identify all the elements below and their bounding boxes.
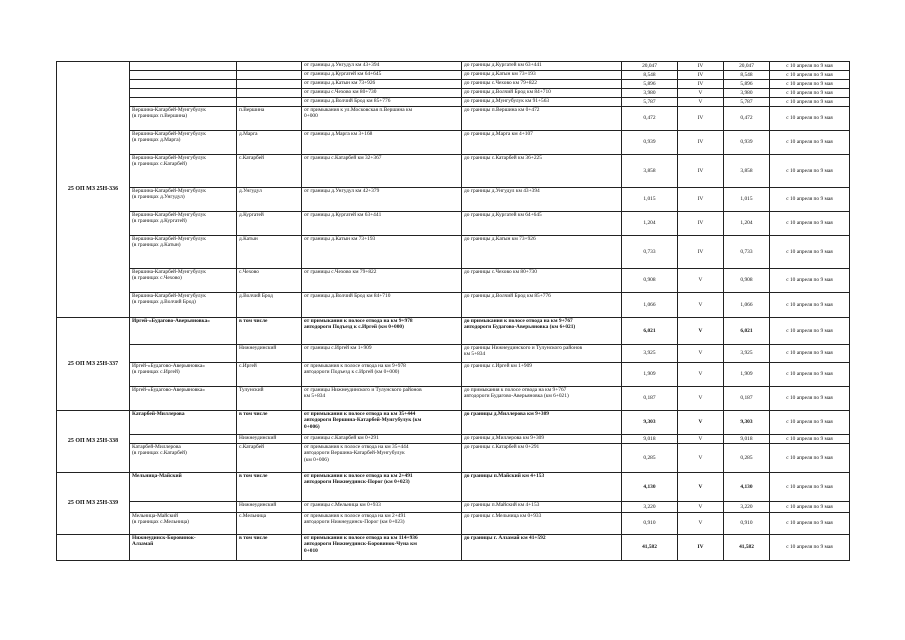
- location-cell: с.Иргей: [237, 363, 302, 387]
- start-point-cell: от границы с.Катарбей км 0+291: [302, 435, 462, 444]
- end-point-cell: до границы г. Алзамай км 41+592: [462, 535, 622, 561]
- end-point-cell: до границы с.Чехово км 80+730: [462, 269, 622, 293]
- end-point-cell: до границы с.Чехово км 79+822: [462, 80, 622, 89]
- road-name-cell: Вершина-Катарбей-Мунгубулук (в границах д.Кургатей): [130, 212, 237, 236]
- restricted-length-cell: 20,047: [724, 62, 770, 71]
- road-name-cell: Вершина-Катарбей-Мунгубулук (в границах д.Катын): [130, 236, 237, 269]
- restricted-length-cell: 0,910: [724, 513, 770, 535]
- length-cell: 0,733: [622, 236, 678, 269]
- table-row: [57, 155, 850, 188]
- category-cell: V: [678, 269, 724, 293]
- table-row: [57, 293, 850, 318]
- location-cell: с.Мельница: [237, 513, 302, 535]
- location-cell: [237, 89, 302, 98]
- category-cell: V: [678, 435, 724, 444]
- length-cell: 4,130: [622, 473, 678, 502]
- restriction-period-cell: с 10 апреля по 9 мая: [770, 535, 850, 561]
- location-cell: п.Вершина: [237, 107, 302, 131]
- restriction-period-cell: с 10 апреля по 9 мая: [770, 269, 850, 293]
- category-cell: V: [678, 513, 724, 535]
- road-name-cell: Вершина-Катарбей-Мунгубулук (в границах п.Вершина): [130, 107, 237, 131]
- restricted-length-cell: 0,472: [724, 107, 770, 131]
- length-cell: 3,858: [622, 155, 678, 188]
- category-cell: IV: [678, 62, 724, 71]
- length-cell: 3,925: [622, 345, 678, 363]
- category-cell: IV: [678, 155, 724, 188]
- restriction-period-cell: с 10 апреля по 9 мая: [770, 62, 850, 71]
- restriction-period-cell: с 10 апреля по 9 мая: [770, 444, 850, 473]
- length-cell: 8,548: [622, 71, 678, 80]
- category-cell: IV: [678, 236, 724, 269]
- length-cell: 1,015: [622, 188, 678, 212]
- road-name-cell: Мельница-Майский (в границах с.Мельница): [130, 513, 237, 535]
- category-cell: V: [678, 89, 724, 98]
- end-point-cell: до границы д.Катын км 73+926: [462, 236, 622, 269]
- road-name-cell: Вершина-Катарбей-Мунгубулук (в границах д.Волчий Брод): [130, 293, 237, 318]
- table-row: [57, 444, 850, 473]
- road-name-cell: Вершина-Катарбей-Мунгубулук (в границах д.Унгудул): [130, 188, 237, 212]
- start-point-cell: от границы д.Катын км 73+926: [302, 80, 462, 89]
- start-point-cell: от примыкания к полосе отвода на км 114+936 автодороги Нижнеудинск-Боровинок-Чуна км 0+010: [302, 535, 462, 561]
- table-row: [57, 89, 850, 98]
- start-point-cell: от границы д.Кургатей км 64+645: [302, 71, 462, 80]
- start-point-cell: от примыкания к полосе отвода на км 9+978 автодороги Подъезд к с.Иргей (км 0+000): [302, 318, 462, 345]
- length-cell: 0,908: [622, 269, 678, 293]
- length-cell: 1,909: [622, 363, 678, 387]
- road-name-cell: [130, 62, 237, 71]
- table-row: [57, 535, 850, 561]
- end-point-cell: до границы д.Кургатей км 64+645: [462, 212, 622, 236]
- location-cell: с.Чехово: [237, 269, 302, 293]
- location-cell: д.Марга: [237, 131, 302, 155]
- table-row: [57, 473, 850, 502]
- start-point-cell: от примыкания к полосе отвода на км 2+491 автодороги Нижнеудинск-Порог (км 0+023): [302, 513, 462, 535]
- road-code-cell: 25 ОП МЗ 25Н-336: [57, 62, 130, 318]
- length-cell: 0,939: [622, 131, 678, 155]
- restriction-period-cell: с 10 апреля по 9 мая: [770, 513, 850, 535]
- location-cell: с.Катарбей: [237, 444, 302, 473]
- restriction-period-cell: с 10 апреля по 9 мая: [770, 473, 850, 502]
- length-cell: 5,896: [622, 80, 678, 89]
- end-point-cell: до границы д.Марга км 4+107: [462, 131, 622, 155]
- location-cell: Тулунский: [237, 387, 302, 411]
- length-cell: 9,018: [622, 435, 678, 444]
- category-cell: V: [678, 98, 724, 107]
- restricted-length-cell: 5,896: [724, 80, 770, 89]
- table-row: [57, 411, 850, 435]
- location-cell: д.Катын: [237, 236, 302, 269]
- length-cell: 9,303: [622, 411, 678, 435]
- category-cell: IV: [678, 131, 724, 155]
- restricted-length-cell: 3,925: [724, 345, 770, 363]
- length-cell: 3,980: [622, 89, 678, 98]
- restriction-period-cell: с 10 апреля по 9 мая: [770, 293, 850, 318]
- restricted-length-cell: 8,548: [724, 71, 770, 80]
- category-cell: V: [678, 293, 724, 318]
- location-cell: Нижнеудинский: [237, 435, 302, 444]
- restriction-period-cell: с 10 апреля по 9 мая: [770, 89, 850, 98]
- start-point-cell: от примыкания к полосе отвода на км 2+491 автодороги Нижнеудинск-Порог (км 0+023): [302, 473, 462, 502]
- location-cell: Нижнеудинский: [237, 502, 302, 513]
- road-name-cell: [130, 98, 237, 107]
- restricted-length-cell: 3,980: [724, 89, 770, 98]
- category-cell: V: [678, 345, 724, 363]
- restricted-length-cell: 9,018: [724, 435, 770, 444]
- end-point-cell: до границы п.Майский км 4+153: [462, 473, 622, 502]
- start-point-cell: от границы д.Унгудул км 43+394: [302, 62, 462, 71]
- location-cell: [237, 71, 302, 80]
- category-cell: V: [678, 502, 724, 513]
- restricted-length-cell: 1,204: [724, 212, 770, 236]
- table-row: [57, 62, 850, 71]
- start-point-cell: от границы д.Марга км 3+168: [302, 131, 462, 155]
- category-cell: V: [678, 387, 724, 411]
- end-point-cell: до границы Нижнеудинского и Тулунского районов км 5+834: [462, 345, 622, 363]
- length-cell: 5,787: [622, 98, 678, 107]
- start-point-cell: от границы д.Волчий Брод км 85+776: [302, 98, 462, 107]
- road-name-cell: [130, 435, 237, 444]
- length-cell: 0,472: [622, 107, 678, 131]
- restriction-period-cell: с 10 апреля по 9 мая: [770, 318, 850, 345]
- table-row: [57, 107, 850, 131]
- road-name-cell: Иргей-«Будагово-Аверьяновка» (в границах с.Иргей): [130, 363, 237, 387]
- restriction-period-cell: с 10 апреля по 9 мая: [770, 502, 850, 513]
- end-point-cell: до границы д.Миллерова км 9+309: [462, 411, 622, 435]
- road-restrictions-table: [56, 61, 850, 561]
- restriction-period-cell: с 10 апреля по 9 мая: [770, 131, 850, 155]
- start-point-cell: от границы д.Кургатей км 63+441: [302, 212, 462, 236]
- location-cell: Нижнеудинский: [237, 345, 302, 363]
- start-point-cell: от границы с.Мельница км 0+933: [302, 502, 462, 513]
- end-point-cell: до границы с.Катарбей км 0+291: [462, 444, 622, 473]
- location-cell: [237, 98, 302, 107]
- location-cell: в том числе: [237, 535, 302, 561]
- restriction-period-cell: с 10 апреля по 9 мая: [770, 435, 850, 444]
- location-cell: в том числе: [237, 473, 302, 502]
- length-cell: 1,204: [622, 212, 678, 236]
- restricted-length-cell: 3,220: [724, 502, 770, 513]
- table-row: [57, 71, 850, 80]
- restricted-length-cell: 4,130: [724, 473, 770, 502]
- location-cell: [237, 80, 302, 89]
- length-cell: 6,021: [622, 318, 678, 345]
- table-row: [57, 80, 850, 89]
- category-cell: IV: [678, 212, 724, 236]
- end-point-cell: до границы д.Миллерова км 9+309: [462, 435, 622, 444]
- end-point-cell: до примыкания к полосе отвода на км 9+767 автодороги Будагово-Аверьяновка (км 6+021): [462, 318, 622, 345]
- table-row: [57, 387, 850, 411]
- length-cell: 20,047: [622, 62, 678, 71]
- table-row: [57, 502, 850, 513]
- start-point-cell: от границы Нижнеудинского и Тулунского районов км 5+834: [302, 387, 462, 411]
- start-point-cell: от границы с.Чехово км 80+730: [302, 89, 462, 98]
- table-row: [57, 188, 850, 212]
- restricted-length-cell: 5,787: [724, 98, 770, 107]
- road-name-cell: Нижнеудинск-Боровинок- Алзамай: [130, 535, 237, 561]
- category-cell: IV: [678, 188, 724, 212]
- end-point-cell: до границы с.Мельница км 0+933: [462, 513, 622, 535]
- category-cell: V: [678, 318, 724, 345]
- restricted-length-cell: 0,939: [724, 131, 770, 155]
- start-point-cell: от границы д.Волчий Брод км 84+710: [302, 293, 462, 318]
- table-row: [57, 363, 850, 387]
- road-name-cell: Вершина-Катарбей-Мунгубулук (в границах с.Катарбей): [130, 155, 237, 188]
- category-cell: V: [678, 411, 724, 435]
- length-cell: 0,187: [622, 387, 678, 411]
- location-cell: в том числе: [237, 318, 302, 345]
- category-cell: V: [678, 473, 724, 502]
- category-cell: IV: [678, 80, 724, 89]
- table-row: [57, 318, 850, 345]
- category-cell: V: [678, 444, 724, 473]
- restriction-period-cell: с 10 апреля по 9 мая: [770, 345, 850, 363]
- table-row: [57, 98, 850, 107]
- restricted-length-cell: 1,909: [724, 363, 770, 387]
- end-point-cell: до границы д.Кургатей км 63+441: [462, 62, 622, 71]
- location-cell: в том числе: [237, 411, 302, 435]
- road-code-cell: 25 ОП МЗ 25Н-337: [57, 318, 130, 411]
- restricted-length-cell: 1,015: [724, 188, 770, 212]
- location-cell: [237, 62, 302, 71]
- road-name-cell: Иргей-«Будагово-Аверьяновка»: [130, 387, 237, 411]
- length-cell: 1,066: [622, 293, 678, 318]
- length-cell: 3,220: [622, 502, 678, 513]
- restriction-period-cell: с 10 апреля по 9 мая: [770, 387, 850, 411]
- restriction-period-cell: с 10 апреля по 9 мая: [770, 188, 850, 212]
- restriction-period-cell: с 10 апреля по 9 мая: [770, 363, 850, 387]
- start-point-cell: от границы д.Унгудул км 42+379: [302, 188, 462, 212]
- category-cell: V: [678, 363, 724, 387]
- road-name-cell: Вершина-Катарбей-Мунгубулук (в границах д.Марга): [130, 131, 237, 155]
- end-point-cell: до границы д.Волчий Брод км 84+710: [462, 89, 622, 98]
- restriction-period-cell: с 10 апреля по 9 мая: [770, 411, 850, 435]
- road-code-cell: 25 ОП МЗ 25Н-338: [57, 411, 130, 473]
- restriction-period-cell: с 10 апреля по 9 мая: [770, 71, 850, 80]
- restriction-period-cell: с 10 апреля по 9 мая: [770, 98, 850, 107]
- end-point-cell: до границы д.Катын км 73+193: [462, 71, 622, 80]
- end-point-cell: до границы д.Волчий Брод км 85+776: [462, 293, 622, 318]
- road-name-cell: Вершина-Катарбей-Мунгубулук (в границах с.Чехово): [130, 269, 237, 293]
- restriction-period-cell: с 10 апреля по 9 мая: [770, 107, 850, 131]
- start-point-cell: от примыкания к полосе отвода на км 35+444 автодороги Вершина-Катарбей-Мунгубулук (км 0+006): [302, 411, 462, 435]
- road-name-cell: Катарбей-Миллерова: [130, 411, 237, 435]
- restricted-length-cell: 6,021: [724, 318, 770, 345]
- road-code-cell: 25 ОП МЗ 25Н-339: [57, 473, 130, 535]
- location-cell: д.Волчий Брод: [237, 293, 302, 318]
- end-point-cell: до границы д.Унгудул км 43+394: [462, 188, 622, 212]
- road-name-cell: Катарбей-Миллерова (в границах с.Катарбей): [130, 444, 237, 473]
- restricted-length-cell: 9,303: [724, 411, 770, 435]
- road-name-cell: [130, 502, 237, 513]
- restricted-length-cell: 0,187: [724, 387, 770, 411]
- start-point-cell: от границы с.Катарбей км 32+367: [302, 155, 462, 188]
- start-point-cell: от примыкания к полосе отвода на км 9+978 автодороги Подъезд к с.Иргей (км 0+000): [302, 363, 462, 387]
- table-row: [57, 345, 850, 363]
- start-point-cell: от границы с.Чехово км 79+822: [302, 269, 462, 293]
- end-point-cell: до границы с.Иргей км 1+909: [462, 363, 622, 387]
- location-cell: д.Унгудул: [237, 188, 302, 212]
- road-name-cell: [130, 80, 237, 89]
- restriction-period-cell: с 10 апреля по 9 мая: [770, 212, 850, 236]
- restricted-length-cell: 3,858: [724, 155, 770, 188]
- end-point-cell: до границы с.Катарбей км 36+225: [462, 155, 622, 188]
- location-cell: д.Кургатей: [237, 212, 302, 236]
- end-point-cell: до границы п.Вершина км 0+472: [462, 107, 622, 131]
- restricted-length-cell: 0,733: [724, 236, 770, 269]
- road-name-cell: [130, 89, 237, 98]
- start-point-cell: от границы д.Катын км 73+193: [302, 236, 462, 269]
- length-cell: 0,285: [622, 444, 678, 473]
- table-row: [57, 513, 850, 535]
- table-row: [57, 269, 850, 293]
- end-point-cell: до примыкания к полосе отвода на км 9+767 автодороги Будагово-Аверьяновка (км 6+021): [462, 387, 622, 411]
- table-row: [57, 212, 850, 236]
- table-row: [57, 435, 850, 444]
- road-name-cell: Иргей-«Будагово-Аверьяновка»: [130, 318, 237, 345]
- table-row: [57, 131, 850, 155]
- restriction-period-cell: с 10 апреля по 9 мая: [770, 155, 850, 188]
- start-point-cell: от границы с.Иргей км 1+909: [302, 345, 462, 363]
- restricted-length-cell: 0,908: [724, 269, 770, 293]
- start-point-cell: от примыкания к ул.Московская п.Вершина км 0+000: [302, 107, 462, 131]
- road-name-cell: [130, 345, 237, 363]
- end-point-cell: до границы д.Мунгубулук км 91+563: [462, 98, 622, 107]
- end-point-cell: до границы п.Майский км 4+153: [462, 502, 622, 513]
- start-point-cell: от примыкания к полосе отвода на км 35+444 автодороги Вершина-Катарбей-Мунгубулук (км 0+006): [302, 444, 462, 473]
- road-name-cell: Мельница-Майский: [130, 473, 237, 502]
- category-cell: IV: [678, 71, 724, 80]
- restricted-length-cell: 41,582: [724, 535, 770, 561]
- road-name-cell: [130, 71, 237, 80]
- category-cell: IV: [678, 535, 724, 561]
- length-cell: 0,910: [622, 513, 678, 535]
- restriction-period-cell: с 10 апреля по 9 мая: [770, 236, 850, 269]
- location-cell: с.Катарбей: [237, 155, 302, 188]
- table-row: [57, 236, 850, 269]
- restricted-length-cell: 1,066: [724, 293, 770, 318]
- restricted-length-cell: 0,285: [724, 444, 770, 473]
- category-cell: IV: [678, 107, 724, 131]
- restriction-period-cell: с 10 апреля по 9 мая: [770, 80, 850, 89]
- length-cell: 41,582: [622, 535, 678, 561]
- road-code-cell: [57, 535, 130, 561]
